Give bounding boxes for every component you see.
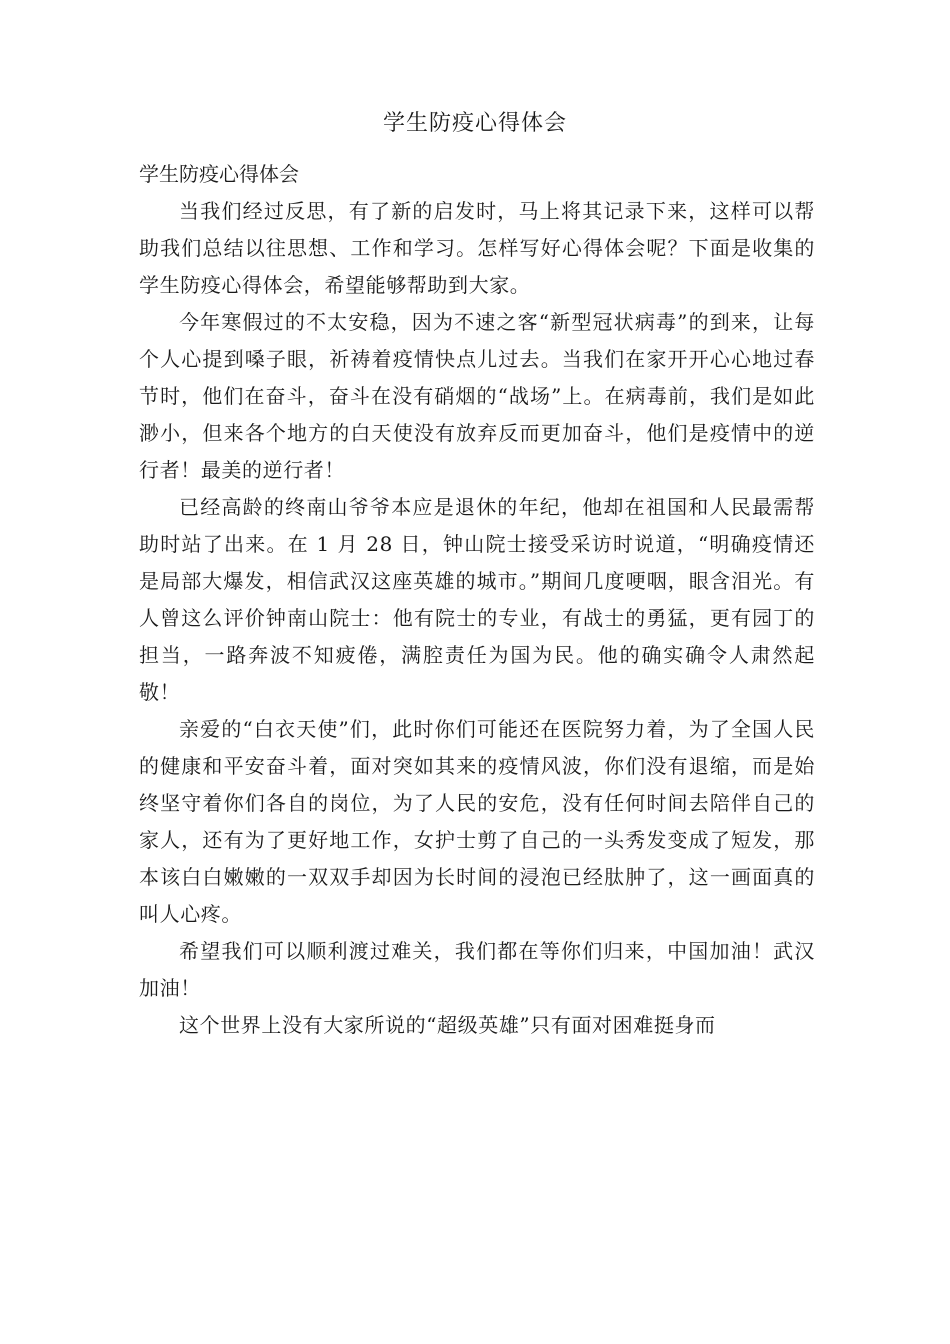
paragraph: 亲爱的“白衣天使”们，此时你们可能还在医院努力着，为了全国人民的健康和平安奋斗着，面对突如其来的疫情风波，你们没有退缩，而是始终坚守着你们各自的岗位，为了人民的安危，没有任何时间去陪伴自己的家人，还有为了更好地工作，女护士剪了自己的一头秀发变成了短发，那本该白白嫩嫩的一双双手却因为长时间的浸泡已经肽肿了，这一画面真的叫人心疼。	[139, 717, 815, 926]
paragraph: 今年寒假过的不太安稳，因为不速之客“新型冠状病毒”的到来，让每个人心提到嗓子眼，祈祷着疫情快点儿过去。当我们在家开开心心地过春节时，他们在奋斗，奋斗在没有硝烟的“战场”上。在病毒前，我们是如此渺小，但来各个地方的白天使没有放弃反而更加奋斗，他们是疫情中的逆行者！最美的逆行者！	[139, 310, 815, 482]
document-subtitle: 学生防疫心得体会	[139, 162, 299, 186]
paragraph: 这个世界上没有大家所说的“超级英雄”只有面对困难挺身而	[179, 1013, 716, 1037]
paragraph: 希望我们可以顺利渡过难关，我们都在等你们归来，中国加油！武汉加油！	[139, 939, 815, 1000]
paragraph: 当我们经过反思，有了新的启发时，马上将其记录下来，这样可以帮助我们总结以往思想、工作和学习。怎样写好心得体会呢？下面是收集的学生防疫心得体会，希望能够帮助到大家。	[139, 199, 815, 297]
document-title: 学生防疫心得体会	[382, 111, 567, 136]
paragraph: 已经高龄的终南山爷爷本应是退休的年纪，他却在祖国和人民最需帮助时站了出来。在 1 月 28 日，钟山院士接受采访时说道，“明确疫情还是局部大爆发，相信武汉这座英雄的城市。”期间几度哽咽，眼含泪光。有人曾这么评价钟南山院士：他有院士的专业，有战士的勇猛，更有园丁的担当，一路奔波不知疲倦，满腔责任为国为民。他的确实确令人肃然起敬！	[139, 495, 815, 704]
document-body	[139, 156, 815, 1044]
